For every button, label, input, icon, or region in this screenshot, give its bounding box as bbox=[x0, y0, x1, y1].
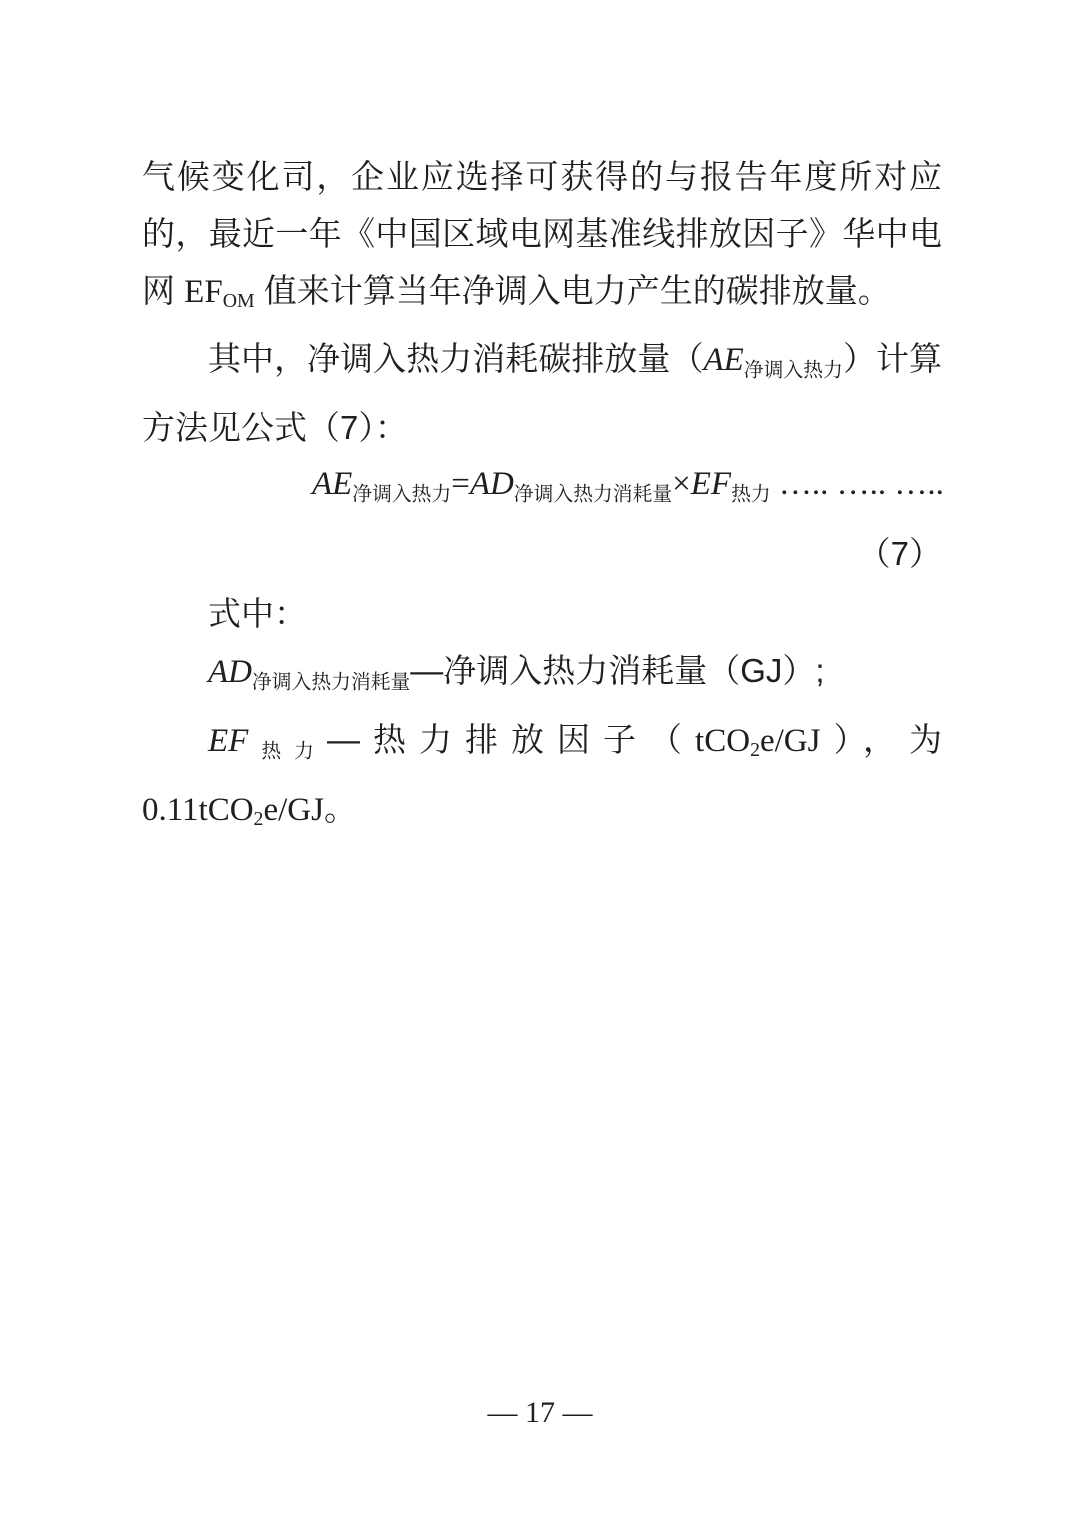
formula-7 bbox=[142, 456, 942, 523]
formula-ad-subscript: 净调入热力消耗量 bbox=[513, 483, 673, 506]
definition-ef-text: —热力排放因子（ bbox=[326, 720, 696, 758]
where-label: 式中： bbox=[208, 594, 307, 632]
paragraph-1-text: 气候变化司，企业应选择可获得的与报告年度所对应的，最近一年《中国区域电网基准线排放因子》华中电网 bbox=[142, 158, 942, 309]
ae-variable-subscript: 净调入热力 bbox=[743, 359, 843, 382]
ef-om-subscript: OM bbox=[222, 289, 255, 312]
paragraph-1-text-cont: 值来计算当年净调入电力产生的碳排放量。 bbox=[254, 272, 891, 309]
definition-ef-period: 。 bbox=[323, 790, 357, 828]
definition-ad bbox=[142, 642, 942, 711]
document-body bbox=[142, 148, 942, 848]
definition-ef-text-mid: ），为 bbox=[820, 720, 942, 758]
page-footer bbox=[0, 1396, 1080, 1430]
formula-dot-leaders: ….. ….. ….. bbox=[770, 466, 944, 503]
formula-ad: AD bbox=[469, 466, 514, 503]
unit-tco2e-base: tCO bbox=[695, 722, 751, 759]
paragraph-2-text-cont: ）计算方法见公式（7）： bbox=[142, 339, 943, 447]
formula-lhs-ae: AE bbox=[312, 466, 353, 503]
unit-tco2e-tail: e/GJ bbox=[759, 722, 821, 759]
definition-ad-text: —净调入热力消耗量（GJ）; bbox=[410, 651, 825, 689]
paragraph-1 bbox=[142, 148, 942, 330]
ef-variable-subscript: 热力 bbox=[248, 740, 327, 763]
equals-sign: = bbox=[451, 466, 470, 503]
ef-om-symbol: EF bbox=[184, 274, 223, 310]
ef-value-tail: e/GJ bbox=[263, 792, 324, 829]
definition-ef bbox=[142, 711, 942, 848]
ad-variable-subscript: 净调入热力消耗量 bbox=[252, 670, 411, 693]
formula-ef-subscript: 热力 bbox=[731, 483, 771, 506]
ad-variable: AD bbox=[208, 653, 252, 690]
equation-number-line bbox=[142, 524, 942, 585]
formula-ef: EF bbox=[690, 466, 732, 503]
ef-variable: EF bbox=[208, 722, 249, 759]
where-label-line bbox=[142, 585, 942, 642]
paragraph-2-text: 其中，净调入热力消耗碳排放量（ bbox=[208, 339, 704, 377]
ef-value-subscript: 2 bbox=[253, 808, 264, 831]
multiply-sign: × bbox=[672, 466, 691, 503]
equation-number: （7） bbox=[857, 534, 942, 572]
paragraph-2 bbox=[142, 330, 942, 456]
ae-variable: AE bbox=[703, 341, 744, 378]
formula-lhs-subscript: 净调入热力 bbox=[352, 483, 452, 506]
page-number: — 17 — bbox=[487, 1396, 593, 1429]
unit-tco2e-subscript: 2 bbox=[750, 738, 760, 761]
ef-value-base: 0.11tCO bbox=[142, 792, 254, 829]
